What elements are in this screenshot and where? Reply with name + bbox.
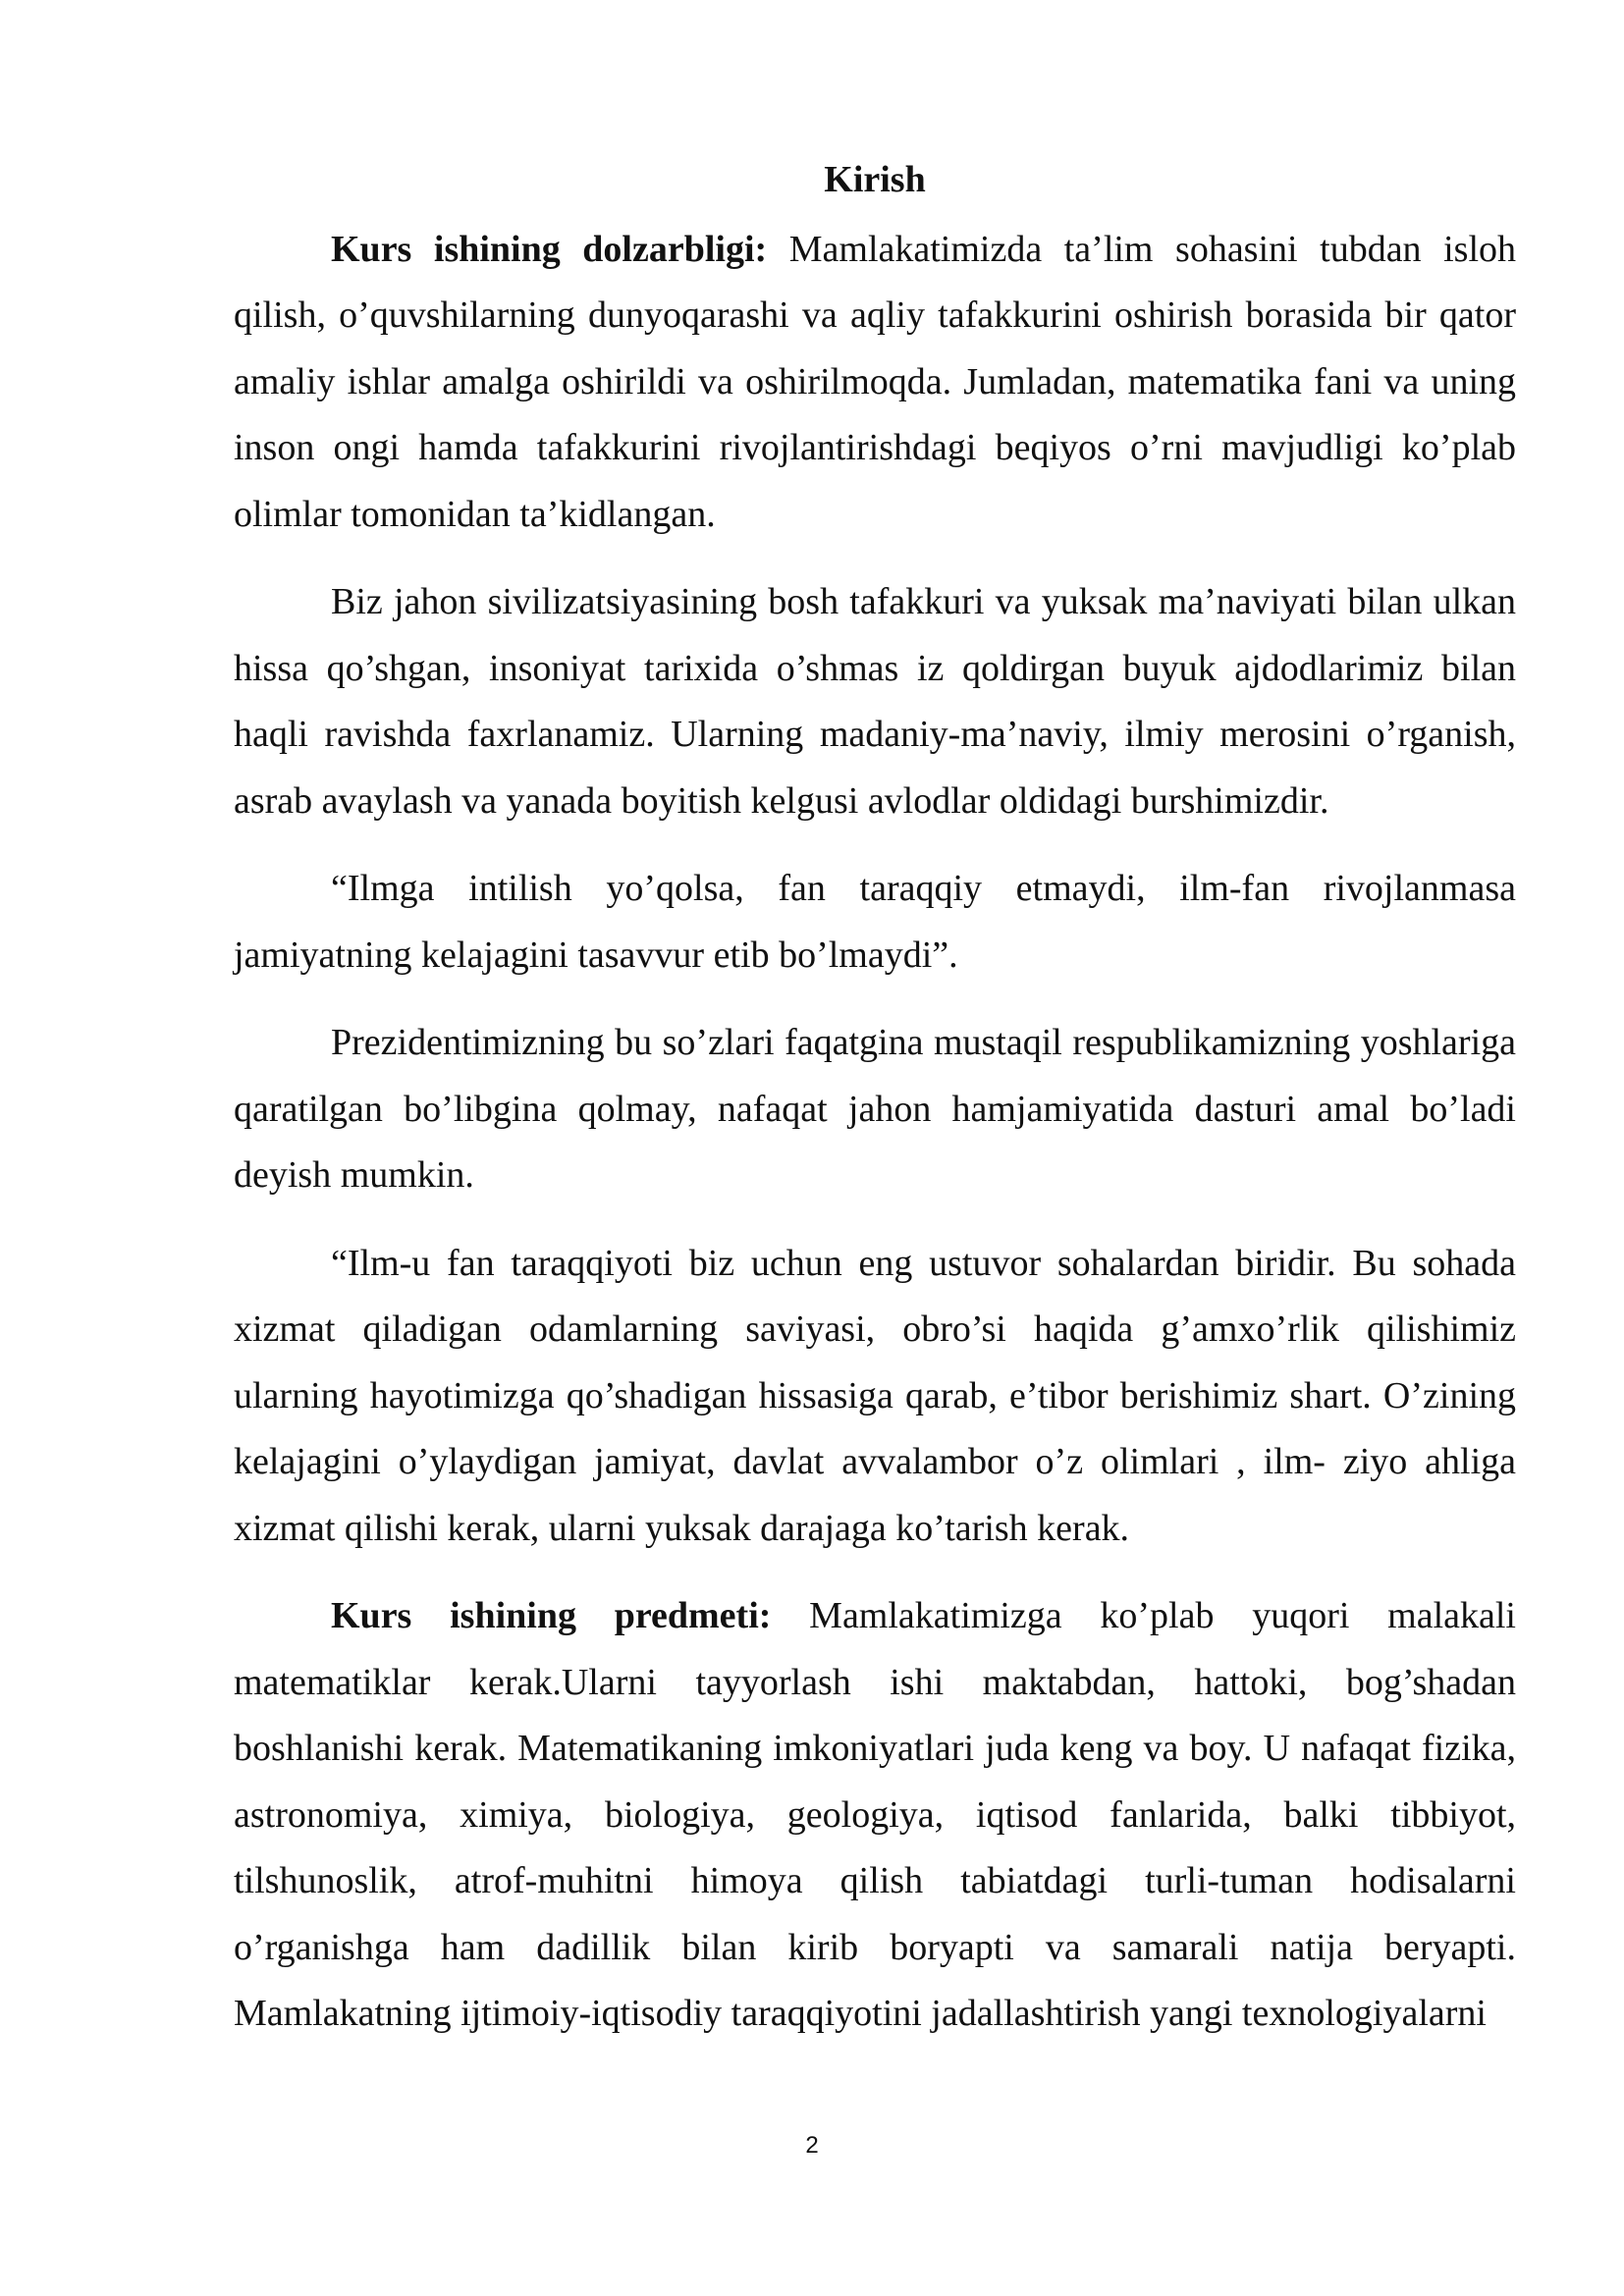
paragraph-text: “Ilmga intilish yo’qolsa, fan taraqqiy etmaydi, ilm-fan rivojlanmasa jamiyatning kelajagini tasavvur etib bo’lmaydi”. [234,868,1516,976]
paragraph-text: Mamlakatimizga ko’plab yuqori malakali matematiklar kerak.Ularni tayyorlash ishi maktabdan, hattoki, bog’shadan boshlanishi kerak. Matematikaning imkoniyatlari juda keng va boy. U nafaqat fizika, astronomiya, ximiya, biologiya, geologiya, iqtisod fanlarida, balki tibbiyot, tilshunoslik, atrof-muhitni himoya qilish tabiatdagi turli-tuman hodisalarni o’rganishga ham dadillik bilan kirib boryapti va samarali natija beryapti. Mamlakatning ijtimoiy-iqtisodiy taraqqiyotini jadallashtirish yangi texnologiyalarni [234,1595,1516,2034]
paragraph-subject [234,1583,1516,2048]
paragraph-text: Mamlakatimizda ta’lim sohasini tubdan isloh qilish, o’quvshilarning dunyoqarashi va aqliy tafakkurini oshirish borasida bir qator amaliy ishlar amalga oshirildi va oshirilmoqda. Jumladan, matematika fani va uning inson ongi hamda tafakkurini rivojlantirishdagi beqiyos o’rni mavjudligi ko’plab olimlar tomonidan ta’kidlangan. [234,228,1517,535]
section-title: Kirish [824,159,926,200]
paragraph-text: Prezidentimizning bu so’zlari faqatgina mustaqil respublikamizning yoshlariga qaratilgan bo’libgina qolmay, nafaqat jahon hamjamiyatida dasturi amal bo’ladi deyish mumkin. [234,1022,1516,1196]
paragraph-quote-2 [234,1231,1516,1563]
paragraph-relevance [234,217,1516,549]
paragraph-lead: Kurs ishining dolzarbligi: [331,228,768,270]
paragraph-lead: Kurs ishining predmeti: [331,1595,772,1636]
paragraph-ancestors [234,569,1516,834]
paragraph-text: Biz jahon sivilizatsiyasining bosh tafakkuri va yuksak ma’naviyati bilan ulkan hissa qo’shgan, insoniyat tarixida o’shmas iz qoldirgan buyuk ajdodlarimiz bilan haqli ravishda faxrlanamiz. Ularning madaniy-ma’naviy, ilmiy merosini o’rganish, asrab avaylash va yanada boyitish kelgusi avlodlar oldidagi burshimizdir. [234,581,1516,822]
paragraph-text: “Ilm-u fan taraqqiyoti biz uchun eng ustuvor sohalardan biridir. Bu sohada xizmat qiladigan odamlarning saviyasi, obro’si haqida g’amxo’rlik qilishimiz ularning hayotimizga qo’shadigan hissasiga qarab, e’tibor berishimiz shart. O’zining kelajagini o’ylaydigan jamiyat, davlat avvalambor o’z olimlari , ilm- ziyo ahliga xizmat qilishi kerak, ularni yuksak darajaga ko’tarish kerak. [234,1242,1516,1549]
paragraph-quote-1 [234,856,1516,988]
document-body [234,147,1516,2069]
page-number: 2 [805,2132,819,2159]
paragraph-president [234,1010,1516,1209]
